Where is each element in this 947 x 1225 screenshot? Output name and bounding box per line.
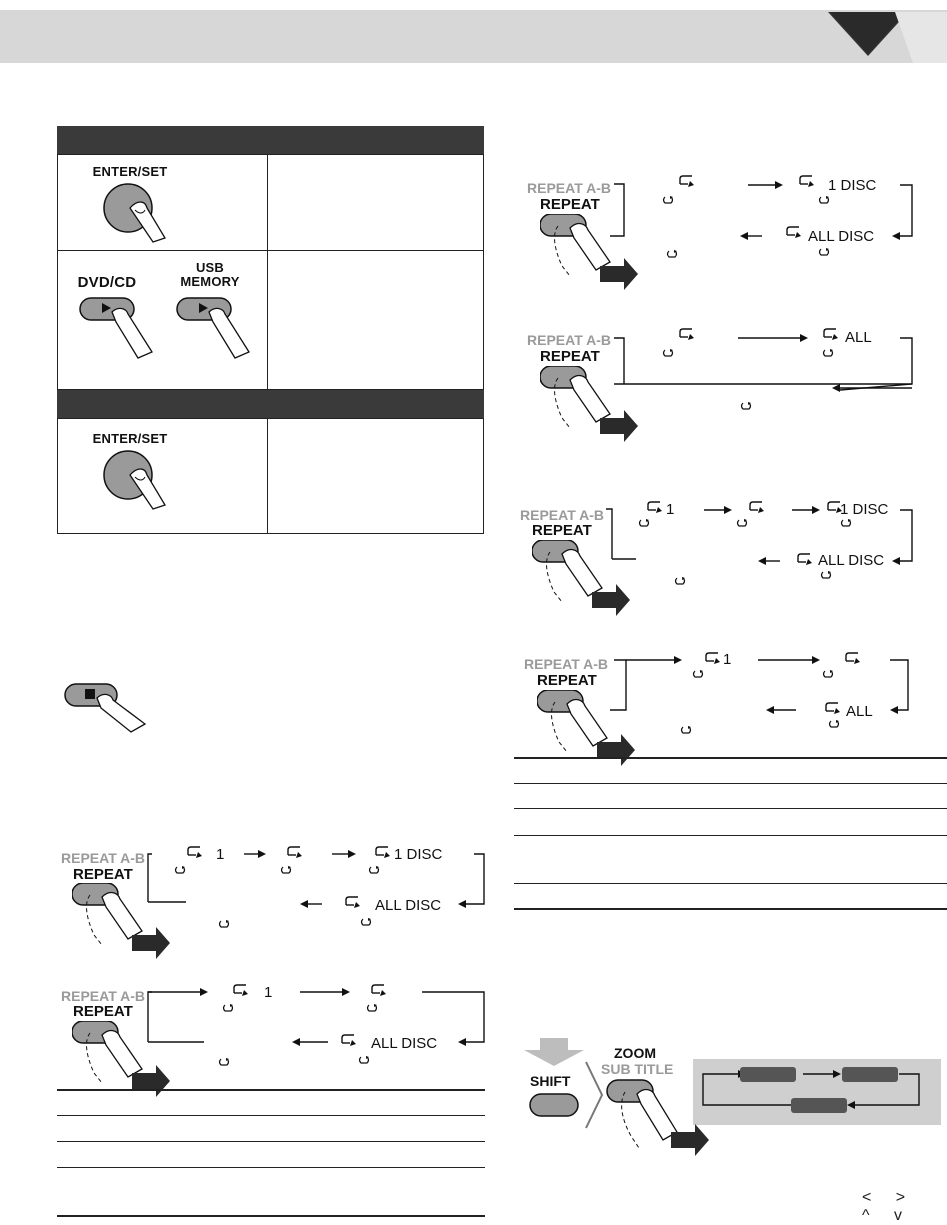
shift-label: SHIFT: [530, 1073, 571, 1089]
enter-set-button[interactable]: [95, 180, 185, 250]
zoom-subtitle-button[interactable]: [605, 1078, 725, 1178]
repeat-label: REPEAT: [537, 672, 597, 689]
seq-label: ALL DISC: [375, 897, 442, 914]
subtitle-cycle-diagram: [693, 1059, 941, 1125]
repeat-label: REPEAT: [73, 1003, 133, 1020]
table-rule: [514, 808, 947, 809]
subtitle-state-pill: [791, 1098, 847, 1113]
shift-button[interactable]: [529, 1092, 583, 1122]
seq-label: 1: [666, 501, 675, 518]
dvd-cd-label: DVD/CD: [77, 274, 137, 291]
repeat-ab-label: REPEAT A-B: [527, 332, 611, 348]
enter-set-label-2: ENTER/SET: [92, 431, 168, 446]
seq-label: 1 DISC: [394, 846, 443, 863]
dvd-cd-play-button[interactable]: [78, 294, 168, 364]
repeat-sequence-diagram: [600, 646, 930, 746]
seq-label: ALL: [845, 329, 872, 346]
repeat-label: REPEAT: [73, 866, 133, 883]
table-rule: [514, 757, 947, 759]
table-rule: [514, 908, 947, 910]
repeat-sequence-diagram: [140, 978, 490, 1078]
shift-arrow-icon: [522, 1038, 588, 1068]
repeat-ab-label: REPEAT A-B: [520, 507, 604, 523]
seq-label: 1 DISC: [828, 177, 877, 194]
table-rule: [57, 1115, 485, 1116]
seq-label: 1: [264, 984, 273, 1001]
repeat-ab-label: REPEAT A-B: [61, 988, 145, 1004]
table-rule: [57, 1167, 485, 1168]
repeat-label: REPEAT: [540, 348, 600, 365]
table-rule: [514, 835, 947, 836]
subtitle-state-pill: [842, 1067, 898, 1082]
header-decoration: [0, 0, 947, 80]
enter-set-button-2[interactable]: [95, 447, 185, 517]
table-rule: [514, 783, 947, 784]
stop-button[interactable]: [63, 680, 153, 740]
seq-label: 1: [723, 651, 732, 668]
seq-label: 1: [216, 846, 225, 863]
repeat-label: REPEAT: [540, 196, 600, 213]
subtitle-state-pill: [740, 1067, 796, 1082]
table-rule: [57, 1215, 485, 1217]
repeat-ab-label: REPEAT A-B: [61, 850, 145, 866]
repeat-ab-label: REPEAT A-B: [527, 180, 611, 196]
table-rule: [514, 883, 947, 884]
memory-label: MEMORY: [180, 274, 240, 289]
page-nav[interactable]: < > ^ v: [862, 1189, 916, 1224]
table-rule: [57, 1141, 485, 1142]
seq-label: ALL DISC: [818, 552, 885, 569]
subtitle-label: SUB TITLE: [601, 1061, 674, 1077]
repeat-ab-label: REPEAT A-B: [524, 656, 608, 672]
usb-memory-play-button[interactable]: [175, 294, 265, 364]
enter-set-label: ENTER/SET: [92, 164, 168, 179]
seq-label: ALL DISC: [371, 1035, 438, 1052]
seq-label: ALL: [846, 703, 873, 720]
seq-label: ALL DISC: [808, 228, 875, 245]
table-rule: [57, 1089, 485, 1091]
repeat-sequence-diagram: [600, 322, 930, 422]
zoom-label: ZOOM: [614, 1045, 656, 1061]
table-header-1: [57, 126, 484, 154]
repeat-label: REPEAT: [532, 522, 592, 539]
usb-label: USB: [195, 260, 225, 275]
repeat-sequence-diagram: [600, 170, 930, 270]
seq-label: 1 DISC: [840, 501, 889, 518]
table-header-2: [57, 390, 484, 418]
